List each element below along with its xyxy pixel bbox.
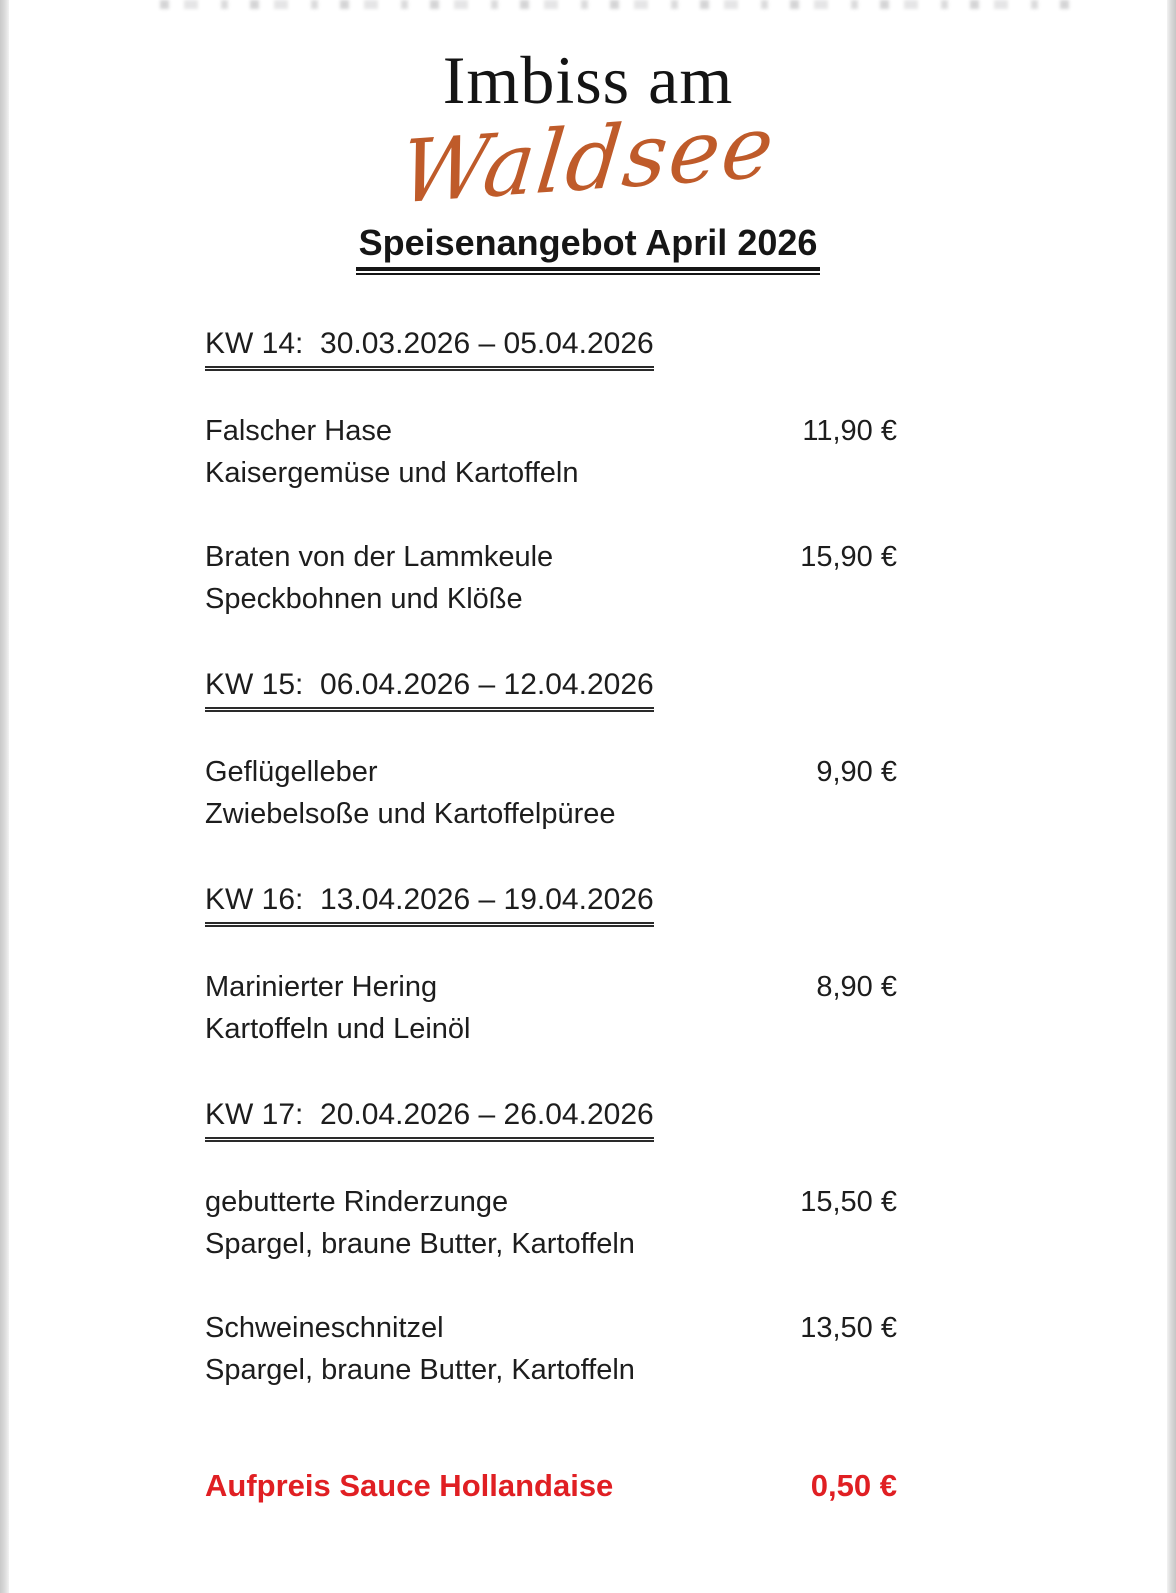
menu-week-section-kw16 bbox=[205, 881, 897, 1050]
surcharge-label: Aufpreis Sauce Hollandaise bbox=[205, 1468, 614, 1503]
dish-price: 15,90 € bbox=[800, 541, 897, 573]
dish-sides: Kartoffeln und Leinöl bbox=[205, 1013, 471, 1045]
dish-name: gebutterte Rinderzunge bbox=[205, 1186, 509, 1218]
brand-name-script-logo: Waldsee bbox=[395, 96, 781, 224]
dish-price: 13,50 € bbox=[800, 1312, 897, 1344]
menu-item-text bbox=[205, 1307, 635, 1391]
dish-sides: Spargel, braune Butter, Kartoffeln bbox=[205, 1354, 635, 1386]
dish-name: Falscher Hase bbox=[205, 415, 392, 447]
menu-week-section-kw14 bbox=[205, 325, 897, 620]
dish-name: Braten von der Lammkeule bbox=[205, 541, 554, 573]
week-heading-kw16-text: KW 16: 13.04.2026 – 19.04.2026 bbox=[205, 881, 654, 924]
menu-body bbox=[205, 325, 897, 1509]
dish-price: 9,90 € bbox=[816, 756, 897, 788]
dish-sides: Zwiebelsoße und Kartoffelpüree bbox=[205, 798, 616, 830]
brand-name-serif: Imbiss am bbox=[442, 42, 734, 118]
dish-name: Schweineschnitzel bbox=[205, 1312, 444, 1344]
week-heading-kw16 bbox=[205, 881, 897, 924]
menu-week-section-kw17 bbox=[205, 1096, 897, 1391]
page-left-edge bbox=[0, 0, 9, 1593]
dish-sides: Speckbohnen und Klöße bbox=[205, 583, 523, 615]
dish-name: Geflügelleber bbox=[205, 756, 378, 788]
page-title-text: Speisenangebot April 2026 bbox=[356, 222, 821, 271]
week-heading-kw14-text: KW 14: 30.03.2026 – 05.04.2026 bbox=[205, 325, 654, 368]
surcharge-price: 0,50 € bbox=[810, 1468, 897, 1503]
menu-item-text bbox=[205, 1181, 635, 1265]
week-heading-kw15-text: KW 15: 06.04.2026 – 12.04.2026 bbox=[205, 666, 654, 709]
dish-price: 8,90 € bbox=[816, 971, 897, 1003]
week-heading-kw17 bbox=[205, 1096, 897, 1139]
menu-item bbox=[205, 966, 897, 1050]
dish-name: Marinierter Hering bbox=[205, 971, 438, 1003]
menu-item bbox=[205, 1307, 897, 1391]
menu-item-text bbox=[205, 536, 553, 620]
menu-header bbox=[0, 0, 1176, 271]
dish-sides: Kaisergemüse und Kartoffeln bbox=[205, 457, 579, 489]
menu-item bbox=[205, 751, 897, 835]
dish-price: 15,50 € bbox=[800, 1186, 897, 1218]
menu-item-text bbox=[205, 966, 471, 1050]
menu-item bbox=[205, 410, 897, 494]
menu-item bbox=[205, 1181, 897, 1265]
page-right-edge bbox=[1167, 0, 1176, 1593]
menu-item bbox=[205, 536, 897, 620]
week-heading-kw15 bbox=[205, 666, 897, 709]
menu-week-section-kw15 bbox=[205, 666, 897, 835]
week-heading-kw14 bbox=[205, 325, 897, 368]
dish-sides: Spargel, braune Butter, Kartoffeln bbox=[205, 1228, 635, 1260]
menu-item-text bbox=[205, 410, 578, 494]
week-heading-kw17-text: KW 17: 20.04.2026 – 26.04.2026 bbox=[205, 1096, 654, 1139]
surcharge-row bbox=[205, 1463, 897, 1509]
dish-price: 11,90 € bbox=[802, 415, 897, 447]
menu-item-text bbox=[205, 751, 616, 835]
